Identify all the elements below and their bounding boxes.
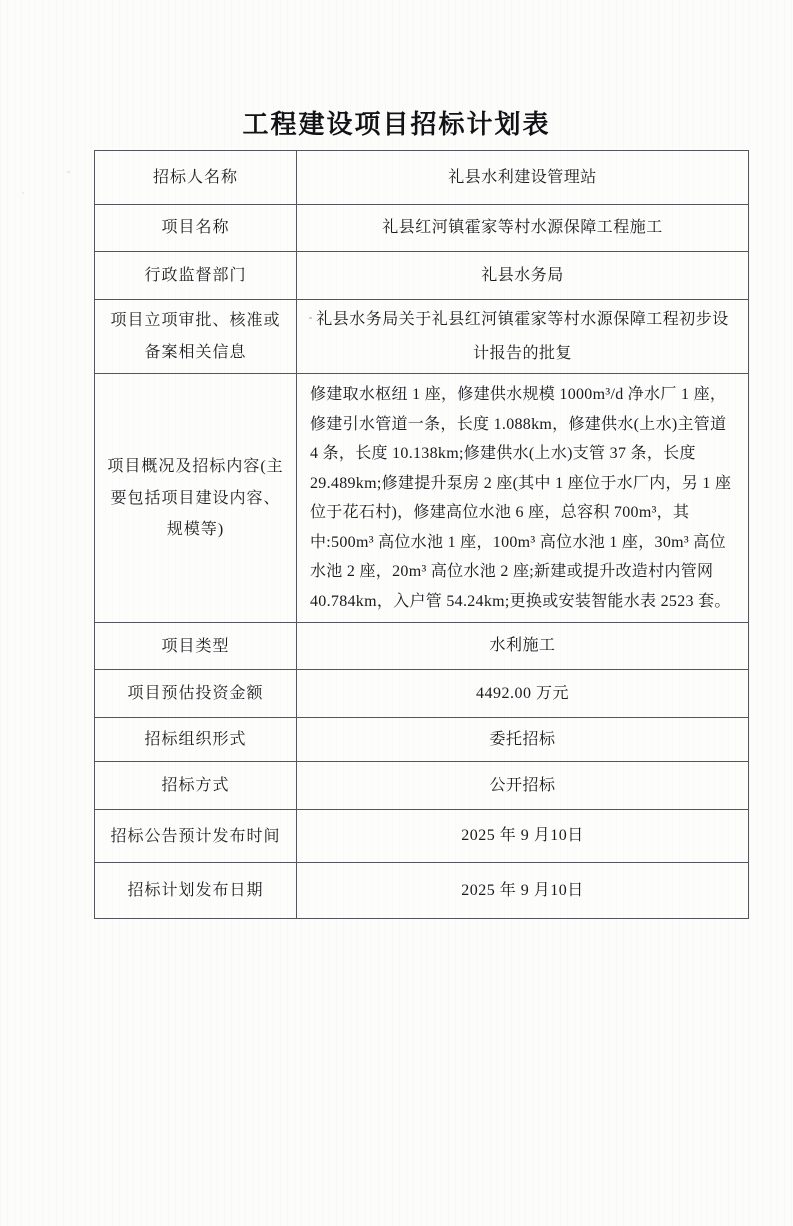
row-label: 招标公告预计发布时间 [95, 810, 297, 863]
row-value: 修建取水枢纽 1 座，修建供水规模 1000m³/d 净水厂 1 座，修建引水管道一条，长度 1.088km，修建供水(上水)主管道 4 条，长度 10.138km;修建供水(上水)支管 37 条，长度 29.489km;修建提升泵房 2 座(其中 1 座位于水厂内，另 1 座位于花石村)，修建高位水池 6 座，总容积 700m³，其中:500m³ 高位水池 1 座，100m³ 高位水池 1 座，30m³ 高位水池 2 座，20m³ 高位水池 2 座;新建或提升改造村内管网 40.784km，入户管 54.24km;更换或安装智能水表 2523 套。 [297, 374, 749, 623]
table-row [95, 151, 749, 205]
scanned-document-page [0, 104, 793, 1226]
row-label: 招标人名称 [95, 151, 297, 205]
row-label: 项目预估投资金额 [95, 670, 297, 718]
table-row [95, 863, 749, 919]
table-row [95, 718, 749, 762]
table-row [95, 300, 749, 374]
table-row [95, 670, 749, 718]
row-label: 招标计划发布日期 [95, 863, 297, 919]
row-label: 招标方式 [95, 762, 297, 810]
table-row [95, 205, 749, 252]
table-row [95, 623, 749, 670]
page-title: 工程建设项目招标计划表 [242, 110, 551, 139]
table-row [95, 810, 749, 863]
row-label: 项目类型 [95, 623, 297, 670]
row-value: 礼县水务局关于礼县红河镇霍家等村水源保障工程初步设计报告的批复 [297, 300, 749, 374]
row-value: 2025 年 9 月10日 [297, 863, 749, 919]
row-label: 项目立项审批、核准或备案相关信息 [95, 300, 297, 374]
scan-speckle [22, 192, 24, 194]
row-label: 项目名称 [95, 205, 297, 252]
row-value: 委托招标 [297, 718, 749, 762]
table-row [95, 374, 749, 623]
row-label: 招标组织形式 [95, 718, 297, 762]
row-value: 水利施工 [297, 623, 749, 670]
scan-speckle [67, 171, 70, 173]
row-value: 礼县红河镇霍家等村水源保障工程施工 [297, 205, 749, 252]
row-value: 2025 年 9 月10日 [297, 810, 749, 863]
bid-table-body [95, 151, 749, 919]
table-row [95, 252, 749, 300]
row-value: 礼县水利建设管理站 [297, 151, 749, 205]
row-value: 4492.00 万元 [297, 670, 749, 718]
row-value: 公开招标 [297, 762, 749, 810]
row-label: 项目概况及招标内容(主要包括项目建设内容、规模等) [95, 374, 297, 623]
row-value: 礼县水务局 [297, 252, 749, 300]
table-row [95, 762, 749, 810]
scan-speckle [309, 317, 312, 319]
bidding-plan-table [94, 150, 749, 919]
row-label: 行政监督部门 [95, 252, 297, 300]
